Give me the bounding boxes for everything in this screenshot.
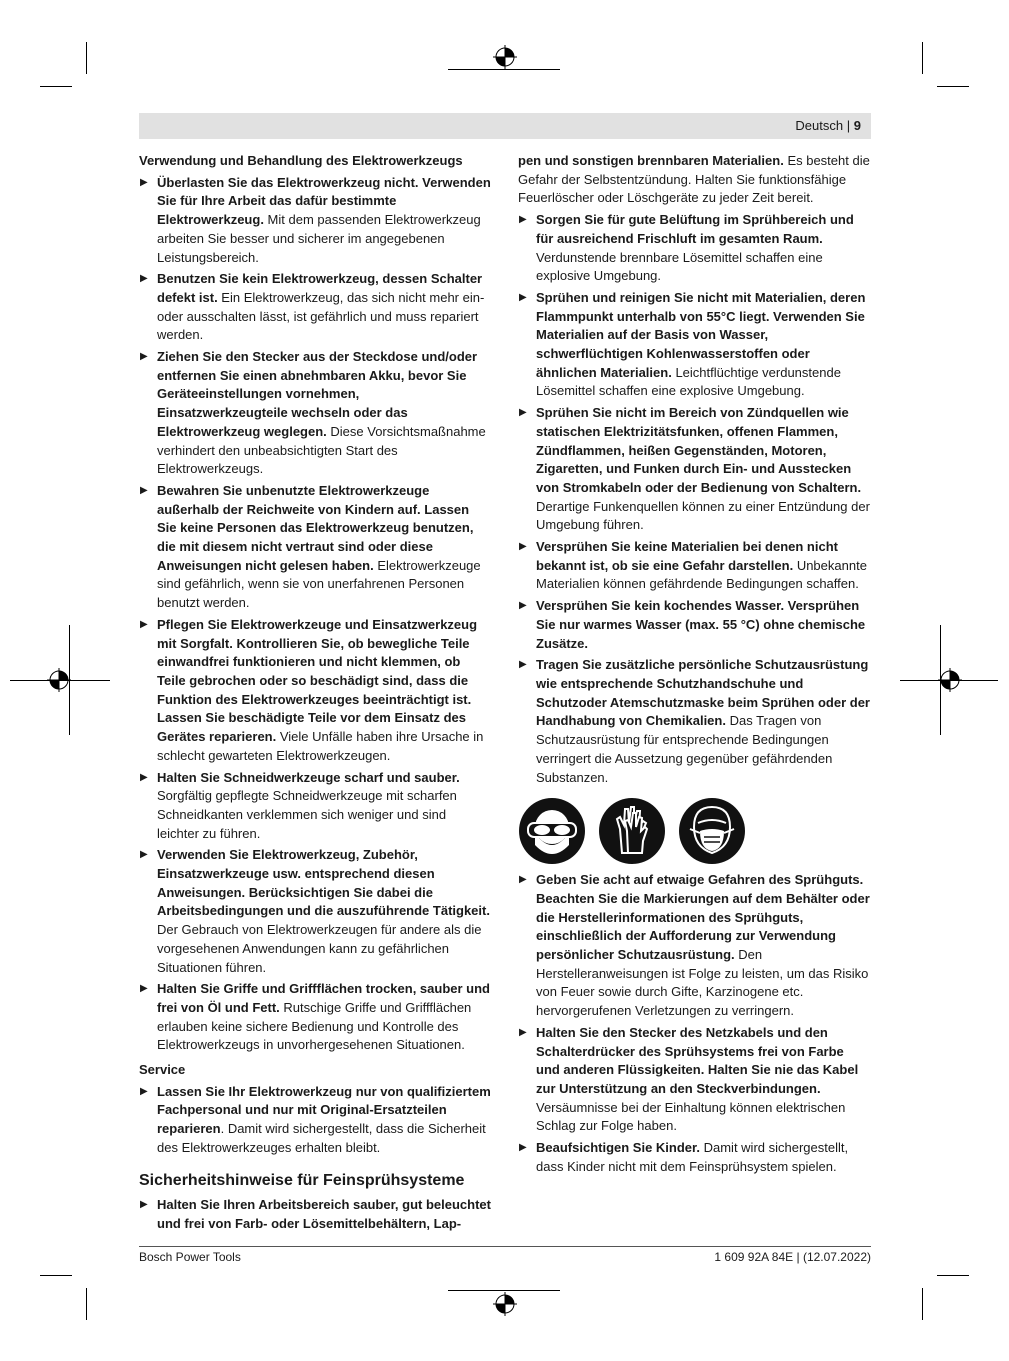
list-item [139,980,491,1055]
item-text: Derartige Funkenquellen können zu einer Entzündung der Umgebung führen. [536,498,870,533]
item-text: Unbekannte Materialien können gefährdende Bedingungen schaffen. [536,557,867,592]
registration-mark-icon [493,45,517,69]
list-item [139,846,491,977]
bullet-triangle-icon: ▶ [140,618,148,630]
bullet-triangle-icon: ▶ [519,1026,527,1038]
right-column [518,152,870,1179]
bullet-triangle-icon: ▶ [140,1085,148,1097]
bullet-triangle-icon: ▶ [140,1199,148,1211]
item-bold-text: Halten Sie den Stecker des Netzkabels und den Schalterdrücker des Sprühsystems frei von Farbe und anderen Flüssigkeiten. Halten Sie nie das Kabel zur Unterstützung an den Steckverbindungen. [536,1024,859,1096]
list-item [518,1139,870,1176]
item-bold-text: Bewahren Sie unbenutzte Elektrowerkzeuge außerhalb der Reichweite von Kindern auf. Lassen Sie keine Personen das Elektrowerkzeug benutzen, die mit diesem nicht vertraut sind oder diese Anweisungen nicht gelesen haben. [157,482,474,573]
bullet-triangle-icon: ▶ [140,351,148,363]
bullet-triangle-icon: ▶ [519,407,527,419]
protective-gloves-icon [598,797,666,865]
registration-mark-icon [938,668,962,692]
item-text: Der Gebrauch von Elektrowerkzeugen für andere als die vorgesehenen Anwendungen kann zu gefährlichen Situationen führen. [157,922,482,975]
item-text: Damit wird sichergestellt, dass Kinder nicht mit dem Feinsprühsystem spielen. [536,1140,849,1174]
header-separator: | [846,118,851,133]
page-number: 9 [853,118,861,133]
bullet-triangle-icon: ▶ [140,484,148,496]
list-item [518,538,870,594]
list-item [518,871,870,1021]
list-item [518,211,870,286]
registration-mark-icon [47,668,71,692]
list-item [518,289,870,401]
list-item [139,1083,491,1158]
item-text: Den Herstelleranweisungen ist Folge zu leisten, um das Risiko von Feuer sowie durch Gifte, Karzinogene etc. hervorgerufenen Verletzungen zu verringern. [536,947,869,1019]
bullet-list [518,211,870,787]
item-bold-text: Ziehen Sie den Stecker aus der Steckdose und/oder entfernen Sie einen abnehmbaren Akku, bevor Sie Geräteeinstellungen vornehmen, Einsatzwerkzeugteile wechseln oder das Elektrowerkzeug weglegen. [157,349,478,439]
bullet-list [139,1196,491,1233]
item-bold-text: Lassen Sie Ihr Elektrowerkzeug nur von qualifiziertem Fachpersonal und nur mit Original-Ersatzteilen reparieren [157,1083,491,1137]
bullet-triangle-icon: ▶ [140,176,148,188]
footer-doc-number: 1 609 92A 84E | (12.07.2022) [714,1250,871,1264]
list-item [518,1024,870,1136]
item-bold-text: Sprühen und reinigen Sie nicht mit Materialien, deren Flammpunkt unterhalb von 55°C liegt. Verwenden Sie Materialien auf der Basis von Wasser, schwerflüchtigen Kohlenwasserstoffen oder ähnlichen Materialien. [536,289,866,380]
item-text: Diese Vorsichtsmaßnahme verhindert den unbeabsichtigten Start des Elektrowerkzeugs. [157,423,486,477]
section-title: Service [139,1062,186,1078]
registration-mark-icon [493,1292,517,1316]
bullet-triangle-icon: ▶ [140,983,148,995]
bullet-triangle-icon: ▶ [519,659,527,671]
respirator-mask-icon [678,797,746,865]
header-language: Deutsch [795,118,844,133]
item-bold-text: Benutzen Sie kein Elektrowerkzeug, dessen Schalter defekt ist. [157,271,483,305]
safety-goggles-icon [518,797,586,865]
bullet-triangle-icon: ▶ [519,291,527,303]
bullet-triangle-icon: ▶ [519,1142,527,1154]
bullet-triangle-icon: ▶ [140,273,148,285]
bullet-list [139,1083,491,1158]
list-item [139,270,491,345]
list-item [139,769,491,844]
item-bold-text: Beaufsichtigen Sie Kinder. [536,1140,700,1156]
bullet-triangle-icon: ▶ [519,541,527,553]
list-item [139,482,491,613]
item-bold-text: Halten Sie Griffe und Griffflächen trocken, sauber und frei von Öl und Fett. [157,981,490,1015]
item-bold-text: Sorgen Sie für gute Belüftung im Sprühbereich und für ausreichend Frischluft im gesamten Raum. [536,212,854,246]
item-text: Viele Unfälle haben ihre Ursache in schlecht gewarteten Elektrowerkzeugen. [157,729,484,763]
list-item [139,348,491,479]
bullet-triangle-icon: ▶ [140,771,148,783]
list-item [518,597,870,653]
list-item [518,656,870,787]
continued-text: Es besteht die Gefahr der Selbstentzündung. Halten Sie funktionsfähige Feuerlöscher oder Löschgeräte zu jeder Zeit bereit. [518,153,870,206]
bullet-triangle-icon: ▶ [519,214,527,226]
left-column [139,152,491,1237]
bullet-triangle-icon: ▶ [519,874,527,886]
item-bold-text: Versprühen Sie kein kochendes Wasser. Versprühen Sie nur warmes Wasser (max. 55 °C) ohne chemische Zusätze. [536,598,866,651]
list-item [518,404,870,535]
bullet-triangle-icon: ▶ [140,849,148,861]
item-text: Verdunstende brennbare Lösemittel schaffen eine explosive Umgebung. [536,249,823,284]
item-text: Elektrowerkzeuge sind gefährlich, wenn sie von unerfahrenen Personen benutzt werden. [157,557,481,611]
item-text: . Damit wird sichergestellt, dass die Sicherheit des Elektrowerkzeuges erhalten bleibt. [157,1121,486,1155]
ppe-icons [518,797,870,865]
item-bold-text: Pflegen Sie Elektrowerkzeuge und Einsatzwerkzeug mit Sorgfalt. Kontrollieren Sie, ob bewegliche Teile einwandfrei funktionieren und nicht klemmen, ob Teile gebrochen oder so beschädigt sind, dass die Funktion des Elektrowerkzeuges beeinträchtigt ist. Lassen Sie beschädigte Teile vor dem Einsatz des Gerätes reparieren. [157,616,478,745]
item-text: Sorgfältig gepflegte Schneidwerkzeuge mit scharfen Schneidkanten verklemmen sich weniger und sind leichter zu führen. [157,788,457,841]
header-text [795,118,861,133]
item-bold-text: Versprühen Sie keine Materialien bei denen nicht bekannt ist, ob sie eine Gefahr darstellen. [536,539,838,573]
list-item [139,616,491,766]
section-title: Verwendung und Behandlung des Elektrowerkzeugs [139,153,463,168]
item-bold-text: Geben Sie acht auf etwaige Gefahren des Sprühguts. Beachten Sie die Markierungen auf dem Behälter oder die Herstellerinformationen des Sprühguts, einschließlich der Aufforderung zur Verwendung persönlicher Schutzausrüstung. [536,872,870,963]
bullet-triangle-icon: ▶ [519,600,527,612]
continued-bold: pen und sonstigen brennbaren Materialien. [518,153,784,168]
item-bold-text: Überlasten Sie das Elektrowerkzeug nicht. Verwenden Sie für Ihre Arbeit das dafür bestimmte Elektrowerkzeug. [157,174,491,228]
item-text: Das Tragen von Schutzausrüstung für entsprechende Bedingungen verringert die Aussetzung gegenüber gefährdenden Substanzen. [536,713,833,785]
continued-paragraph [518,152,870,208]
item-text: Versäumnisse bei der Einhaltung können elektrischen Schlag zur Folge haben. [536,1099,846,1134]
page-header [139,113,871,139]
item-text: Leichtflüchtige verdunstende Lösemittel schaffen eine explosive Umgebung. [536,364,841,399]
item-bold-text: Verwenden Sie Elektrowerkzeug, Zubehör, Einsatzwerkzeuge usw. entsprechend diesen Anweisungen. Berücksichtigen Sie dabei die Arbeitsbedingungen und die auszuführende Tätigkeit. [157,847,490,919]
item-text: Ein Elektrowerkzeug, das sich nicht mehr ein- oder ausschalten lässt, ist gefährlich und muss repariert werden. [157,289,485,343]
footer-brand: Bosch Power Tools [139,1250,241,1264]
item-bold-text: Halten Sie Ihren Arbeitsbereich sauber, gut beleuchtet und frei von Farb- oder Lösemittelbehältern, Lap- [157,1197,491,1231]
item-text: Mit dem passenden Elektrowerkzeug arbeiten Sie besser und sicherer im angegebenen Leistungsbereich. [157,212,481,265]
section-heading: Sicherheitshinweise für Feinsprühsysteme [139,1171,465,1189]
footer-divider [139,1246,871,1247]
item-bold-text: Halten Sie Schneidwerkzeuge scharf und sauber. [157,769,460,785]
item-bold-text: Tragen Sie zusätzliche persönliche Schutzausrüstung wie entsprechende Schutzhandschuhe und Schutzoder Atemschutzmaske beim Sprühen oder der Handhabung von Chemikalien. [536,657,870,729]
item-text: Rutschige Griffe und Griffflächen erlauben keine sichere Bedienung und Kontrolle des Elektrowerkzeugs in unvorhergesehenen Situationen. [157,999,472,1053]
bullet-list [518,871,870,1176]
list-item [139,174,491,268]
item-bold-text: Sprühen Sie nicht im Bereich von Zündquellen wie statischen Elektrizitätsfunken, offenen Flammen, Zündflammen, heißen Gegenständen, Motoren, Zigaretten, und Funken durch Ein- und Ausstecken von Stromkabeln oder der Bedienung von Schaltern. [536,405,862,495]
list-item [139,1196,491,1233]
bullet-list [139,174,491,1055]
